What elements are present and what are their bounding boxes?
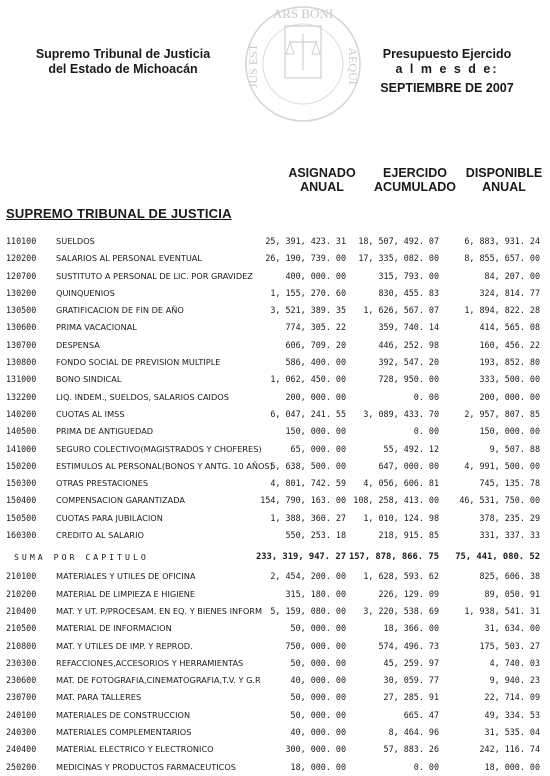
disponible-value: 46, 531, 750. 00 [459,495,540,506]
account-description: MATERIAL ELECTRICO Y ELECTRONICO [56,744,214,755]
account-description: SALARIOS AL PERSONAL EVENTUAL [56,253,202,264]
ejercido-value: 1, 010, 124. 98 [363,512,439,523]
account-description: MATERIALES COMPLEMENTARIOS [56,727,192,738]
organization-header [8,47,238,77]
account-description: PRIMA DE ANTIGUEDAD [56,426,154,437]
chapter-summary-row [0,544,550,568]
account-description: CUOTAS AL IMSS [56,408,125,419]
ejercido-value: 108, 258, 413. 00 [353,495,439,506]
account-description: SUSTITUTO A PERSONAL DE LIC. POR GRAVIDEZ [56,270,253,281]
table-row [0,527,550,544]
column-header-ejercido [370,166,460,194]
account-code: 130800 [6,357,37,368]
table-row [0,707,550,724]
disponible-value: 84, 207. 00 [484,270,540,281]
account-code: 130500 [6,305,37,316]
disponible-value: 825, 606. 38 [479,571,540,582]
account-code: 130200 [6,287,37,298]
table-row [0,724,550,741]
table-row [0,568,550,585]
ejercido-value: 647, 000. 00 [378,460,439,471]
table-row [0,406,550,423]
seal-text-top: ARS BONI [272,6,334,21]
account-description: MATERIAL DE LIMPIEZA E HIGIENE [56,588,196,599]
disponible-value: 378, 235. 29 [479,512,540,523]
ejercido-value: 392, 547. 20 [378,357,439,368]
table-row [0,586,550,603]
account-description: MEDICINAS Y PRODUCTOS FARMACEUTICOS [56,761,236,772]
ejercido-value: 45, 259. 97 [383,657,439,668]
column-header-disponible-line2: ANUAL [482,180,526,194]
table-row [0,250,550,267]
ejercido-value: 1, 628, 593. 62 [363,571,439,582]
account-code: 141000 [6,443,37,454]
asignado-value: 40, 000. 00 [290,675,346,686]
asignado-value: 315, 180. 00 [285,588,346,599]
table-row [0,492,550,509]
table-row [0,620,550,637]
asignado-value: 5, 638, 500. 00 [270,460,346,471]
court-seal [243,4,363,124]
column-header-disponible-line1: DISPONIBLE [465,166,543,180]
table-row [0,689,550,706]
account-description: MAT. DE FOTOGRAFIA,CINEMATOGRAFIA,T.V. Y G.R [56,675,261,686]
account-code: 120200 [6,253,37,264]
disponible-value: 49, 334. 53 [484,709,540,720]
account-description: GRATIFICACION DE FIN DE AÑO [56,305,184,316]
asignado-value: 5, 159, 080. 00 [270,605,346,616]
account-code: 130700 [6,339,37,350]
disponible-value: 333, 500. 00 [479,374,540,385]
ejercido-value: 728, 950. 00 [378,374,439,385]
ejercido-value: 4, 056, 606. 81 [363,478,439,489]
account-code: 140200 [6,408,37,419]
disponible-value: 242, 116. 74 [479,744,540,755]
column-header-ejercido-line2: ACUMULADO [374,180,456,194]
account-description: MAT. Y UTILES DE IMP. Y REPROD. [56,640,193,651]
table-row [0,603,550,620]
disponible-value: 414, 565. 08 [479,322,540,333]
ejercido-value: 57, 883. 26 [383,744,439,755]
ejercido-value: 665. 47 [403,709,439,720]
disponible-value: 745, 135. 78 [479,478,540,489]
account-description: MAT. Y UT. P/PROCESAM. EN EQ. Y BIENES INFORM [56,605,263,616]
ejercido-value: 8, 464. 96 [388,727,439,738]
disponible-value: 160, 456. 22 [479,339,540,350]
account-code: 132200 [6,391,37,402]
disponible-value: 193, 852. 80 [479,357,540,368]
disponible-value: 331, 337. 33 [479,530,540,541]
account-code: 210400 [6,605,37,616]
ejercido-value: 218, 915. 85 [378,530,439,541]
ejercido-value: 18, 366. 00 [383,623,439,634]
ejercido-value: 574, 496. 73 [378,640,439,651]
disponible-value: 1, 938, 541. 31 [464,605,540,616]
disponible-value: 6, 883, 931. 24 [464,236,540,246]
table-row [0,741,550,758]
column-header-asignado-line1: ASIGNADO [288,166,356,180]
column-header-asignado [282,166,362,194]
table-row [0,672,550,689]
account-description: OTRAS PRESTACIONES [56,478,149,489]
disponible-value: 324, 814. 77 [479,287,540,298]
account-code: 160300 [6,530,37,541]
table-row [0,423,550,440]
table-row [0,510,550,527]
ejercido-value: 27, 285. 91 [383,692,439,703]
table-row [0,655,550,672]
account-code: 210500 [6,623,37,634]
ejercido-value: 55, 492. 12 [383,443,439,454]
table-row [0,337,550,354]
table-row [0,759,550,776]
asignado-value: 586, 400. 00 [285,357,346,368]
account-description: MAT. PARA TALLERES [56,692,142,703]
disponible-value: 8, 855, 657. 00 [464,253,540,264]
account-code: 150300 [6,478,37,489]
table-row [0,302,550,319]
asignado-value: 750, 000. 00 [285,640,346,651]
asignado-value: 65, 000. 00 [290,443,346,454]
asignado-value: 1, 155, 270. 60 [270,287,346,298]
table-row [0,319,550,336]
disponible-value: 9, 507. 88 [489,443,540,454]
table-row [0,389,550,406]
asignado-value: 18, 000. 00 [290,761,346,772]
asignado-value: 150, 000. 00 [285,426,346,437]
asignado-value: 50, 000. 00 [290,692,346,703]
asignado-value: 1, 062, 450. 00 [270,374,346,385]
report-date: SEPTIEMBRE DE 2007 [380,81,514,95]
account-description: CUOTAS PARA JUBILACION [56,512,163,523]
account-code: 131000 [6,374,37,385]
asignado-value: 606, 709. 20 [285,339,346,350]
account-code: 110100 [6,236,37,246]
ejercido-value: 3, 089, 433. 70 [363,408,439,419]
account-description: BONO SINDICAL [56,374,122,385]
report-period-label: a l m e s d e: [395,62,499,76]
account-description: MATERIAL DE INFORMACION [56,623,172,634]
disponible-value: 150, 000. 00 [479,426,540,437]
account-code: 150400 [6,495,37,506]
ejercido-value: 18, 507, 492. 07 [358,236,439,246]
account-description: SUELDOS [56,236,95,246]
budget-table [0,233,550,776]
account-code: 150200 [6,460,37,471]
account-description: COMPENSACION GARANTIZADA [56,495,185,506]
disponible-value: 4, 991, 500. 00 [464,460,540,471]
summary-asignado: 233, 319, 947. 27 [255,552,346,563]
ejercido-value: 226, 129. 09 [378,588,439,599]
account-code: 130600 [6,322,37,333]
ejercido-value: 830, 455. 83 [378,287,439,298]
asignado-value: 50, 000. 00 [290,709,346,720]
report-header [362,47,532,96]
account-description: PRIMA VACACIONAL [56,322,137,333]
account-code: 230600 [6,675,37,686]
asignado-value: 4, 801, 742. 59 [270,478,346,489]
account-code: 120700 [6,270,37,281]
ejercido-value: 359, 740. 14 [378,322,439,333]
asignado-value: 200, 000. 00 [285,391,346,402]
ejercido-value: 17, 335, 082. 00 [358,253,439,264]
asignado-value: 26, 190, 739. 00 [265,253,346,264]
column-header-ejercido-line1: EJERCIDO [383,166,447,180]
table-row [0,354,550,371]
disponible-value: 31, 535. 04 [484,727,540,738]
asignado-value: 2, 454, 200. 00 [270,571,346,582]
disponible-value: 175, 503. 27 [479,640,540,651]
disponible-value: 89, 050. 91 [484,588,540,599]
account-description: DESPENSA [56,339,100,350]
disponible-value: 31, 634. 00 [484,623,540,634]
table-row [0,268,550,285]
column-header-asignado-line2: ANUAL [300,180,344,194]
asignado-value: 400, 000. 00 [285,270,346,281]
ejercido-value: 1, 626, 567. 07 [363,305,439,316]
account-code: 210800 [6,640,37,651]
chapter-1000-rows [0,233,550,544]
table-row [0,638,550,655]
table-row [0,285,550,302]
account-description: CREDITO AL SALARIO [56,530,144,541]
account-description: SEGURO COLECTIVO(MAGISTRADOS Y CHOFERES) [56,443,262,454]
table-row [0,475,550,492]
report-title: Presupuesto Ejercido [382,47,512,61]
account-description: QUINQUENIOS [56,287,115,298]
table-row [0,233,550,250]
account-description: ESTIMULOS AL PERSONAL(BONOS Y ANTG. 10 AÑOS) [56,460,273,471]
section-title: SUPREMO TRIBUNAL DE JUSTICIA [6,206,232,221]
column-header-disponible [460,166,548,194]
disponible-value: 4, 740. 03 [489,657,540,668]
disponible-value: 200, 000. 00 [479,391,540,402]
ejercido-value: 30, 059. 77 [383,675,439,686]
disponible-value: 22, 714. 09 [484,692,540,703]
asignado-value: 300, 000. 00 [285,744,346,755]
table-row [0,441,550,458]
disponible-value: 2, 957, 807. 85 [464,408,540,419]
account-code: 140500 [6,426,37,437]
account-code: 250200 [6,761,37,772]
asignado-value: 774, 305. 22 [285,322,346,333]
chapter-2000-rows [0,568,550,776]
asignado-value: 154, 790, 163. 00 [260,495,346,506]
organization-name: Supremo Tribunal de Justicia [35,47,211,61]
ejercido-value: 446, 252. 98 [378,339,439,350]
asignado-value: 25, 391, 423. 31 [265,236,346,246]
ejercido-value: 0. 00 [413,761,439,772]
asignado-value: 3, 521, 389. 35 [270,305,346,316]
asignado-value: 1, 388, 360. 27 [270,512,346,523]
account-code: 210200 [6,588,37,599]
organization-state: del Estado de Michoacán [48,62,198,76]
asignado-value: 40, 000. 00 [290,727,346,738]
account-description: REFACCIONES,ACCESORIOS Y HERRAMIENTAS [56,657,244,668]
asignado-value: 550, 253. 18 [285,530,346,541]
account-code: 230300 [6,657,37,668]
seal-text-right: AEQUI [346,47,360,85]
asignado-value: 50, 000. 00 [290,623,346,634]
account-description: LIQ. INDEM., SUELDOS, SALARIOS CAIDOS [56,391,229,402]
account-code: 210100 [6,571,37,582]
account-code: 240400 [6,744,37,755]
summary-disponible: 75, 441, 080. 52 [455,552,540,563]
account-description: FONDO SOCIAL DE PREVISION MULTIPLE [56,357,221,368]
disponible-value: 18, 000. 00 [484,761,540,772]
ejercido-value: 0. 00 [413,391,439,402]
account-code: 230700 [6,692,37,703]
account-code: 150500 [6,512,37,523]
asignado-value: 50, 000. 00 [290,657,346,668]
summary-ejercido: 157, 878, 866. 75 [348,552,439,563]
account-code: 240300 [6,727,37,738]
seal-text-left: JUS EST [246,43,260,89]
account-code: 240100 [6,709,37,720]
summary-label: SUMA POR CAPITULO [14,552,149,563]
ejercido-value: 3, 220, 538. 69 [363,605,439,616]
disponible-value: 9, 940. 23 [489,675,540,686]
table-row [0,371,550,388]
account-description: MATERIALES Y UTILES DE OFICINA [56,571,196,582]
asignado-value: 6, 047, 241. 55 [270,408,346,419]
table-row [0,458,550,475]
account-description: MATERIALES DE CONSTRUCCION [56,709,191,720]
disponible-value: 1, 894, 822. 28 [464,305,540,316]
ejercido-value: 315, 793. 00 [378,270,439,281]
ejercido-value: 0. 00 [413,426,439,437]
